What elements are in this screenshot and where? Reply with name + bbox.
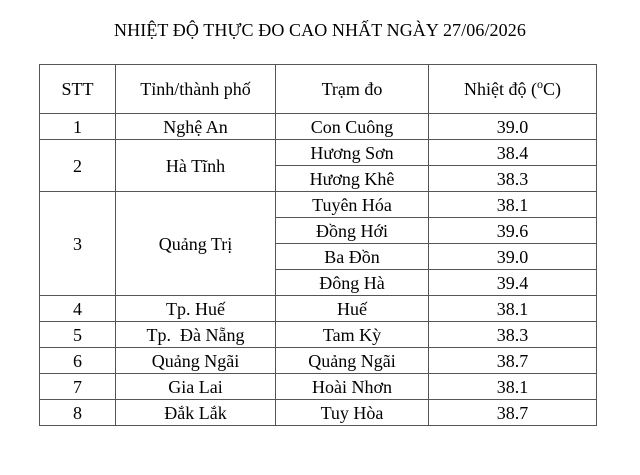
- cell-station: Hoài Nhơn: [276, 374, 429, 400]
- cell-temperature: 39.6: [429, 218, 597, 244]
- cell-station: Đồng Hới: [276, 218, 429, 244]
- cell-temperature: 39.0: [429, 244, 597, 270]
- cell-station: Huế: [276, 296, 429, 322]
- cell-province: Tp. Huế: [116, 296, 276, 322]
- cell-temperature: 38.1: [429, 192, 597, 218]
- header-temp-prefix: Nhiệt độ (: [464, 79, 537, 99]
- cell-stt: 5: [40, 322, 116, 348]
- cell-station: Hương Sơn: [276, 140, 429, 166]
- cell-province: Gia Lai: [116, 374, 276, 400]
- table-row: [40, 140, 597, 166]
- header-temp-degree: o: [536, 77, 543, 91]
- cell-stt: 1: [40, 114, 116, 140]
- cell-temperature: 39.0: [429, 114, 597, 140]
- cell-stt: 2: [40, 140, 116, 192]
- header-station: Trạm đo: [276, 65, 429, 114]
- cell-province: Nghệ An: [116, 114, 276, 140]
- table-header-row: [40, 65, 597, 114]
- cell-stt: 4: [40, 296, 116, 322]
- table-row: [40, 114, 597, 140]
- table-row: [40, 348, 597, 374]
- cell-station: Tuy Hòa: [276, 400, 429, 426]
- cell-stt: 6: [40, 348, 116, 374]
- cell-stt: 7: [40, 374, 116, 400]
- cell-station: Quảng Ngãi: [276, 348, 429, 374]
- cell-station: Tam Kỳ: [276, 322, 429, 348]
- cell-temperature: 38.7: [429, 348, 597, 374]
- header-province: Tỉnh/thành phố: [116, 65, 276, 114]
- header-temperature: [429, 65, 597, 114]
- cell-stt: 8: [40, 400, 116, 426]
- cell-province: Đắk Lắk: [116, 400, 276, 426]
- table-row: [40, 400, 597, 426]
- cell-province: Quảng Ngãi: [116, 348, 276, 374]
- header-stt: STT: [40, 65, 116, 114]
- cell-temperature: 38.1: [429, 374, 597, 400]
- table-row: [40, 374, 597, 400]
- cell-temperature: 38.1: [429, 296, 597, 322]
- cell-station: Con Cuông: [276, 114, 429, 140]
- cell-temperature: 38.3: [429, 166, 597, 192]
- cell-temperature: 39.4: [429, 270, 597, 296]
- page-title: NHIỆT ĐỘ THỰC ĐO CAO NHẤT NGÀY 27/06/2026: [114, 20, 526, 40]
- header-temp-suffix: C): [542, 79, 561, 99]
- cell-station: Tuyên Hóa: [276, 192, 429, 218]
- cell-stt: 3: [40, 192, 116, 296]
- table-row: [40, 296, 597, 322]
- cell-station: Ba Đồn: [276, 244, 429, 270]
- temperature-table: [39, 64, 597, 426]
- cell-temperature: 38.7: [429, 400, 597, 426]
- cell-station: Hương Khê: [276, 166, 429, 192]
- table-row: [40, 322, 597, 348]
- cell-province: Quảng Trị: [116, 192, 276, 296]
- cell-station: Đông Hà: [276, 270, 429, 296]
- cell-temperature: 38.4: [429, 140, 597, 166]
- cell-temperature: 38.3: [429, 322, 597, 348]
- cell-province: Tp. Đà Nẵng: [116, 322, 276, 348]
- table-row: [40, 192, 597, 218]
- cell-province: Hà Tĩnh: [116, 140, 276, 192]
